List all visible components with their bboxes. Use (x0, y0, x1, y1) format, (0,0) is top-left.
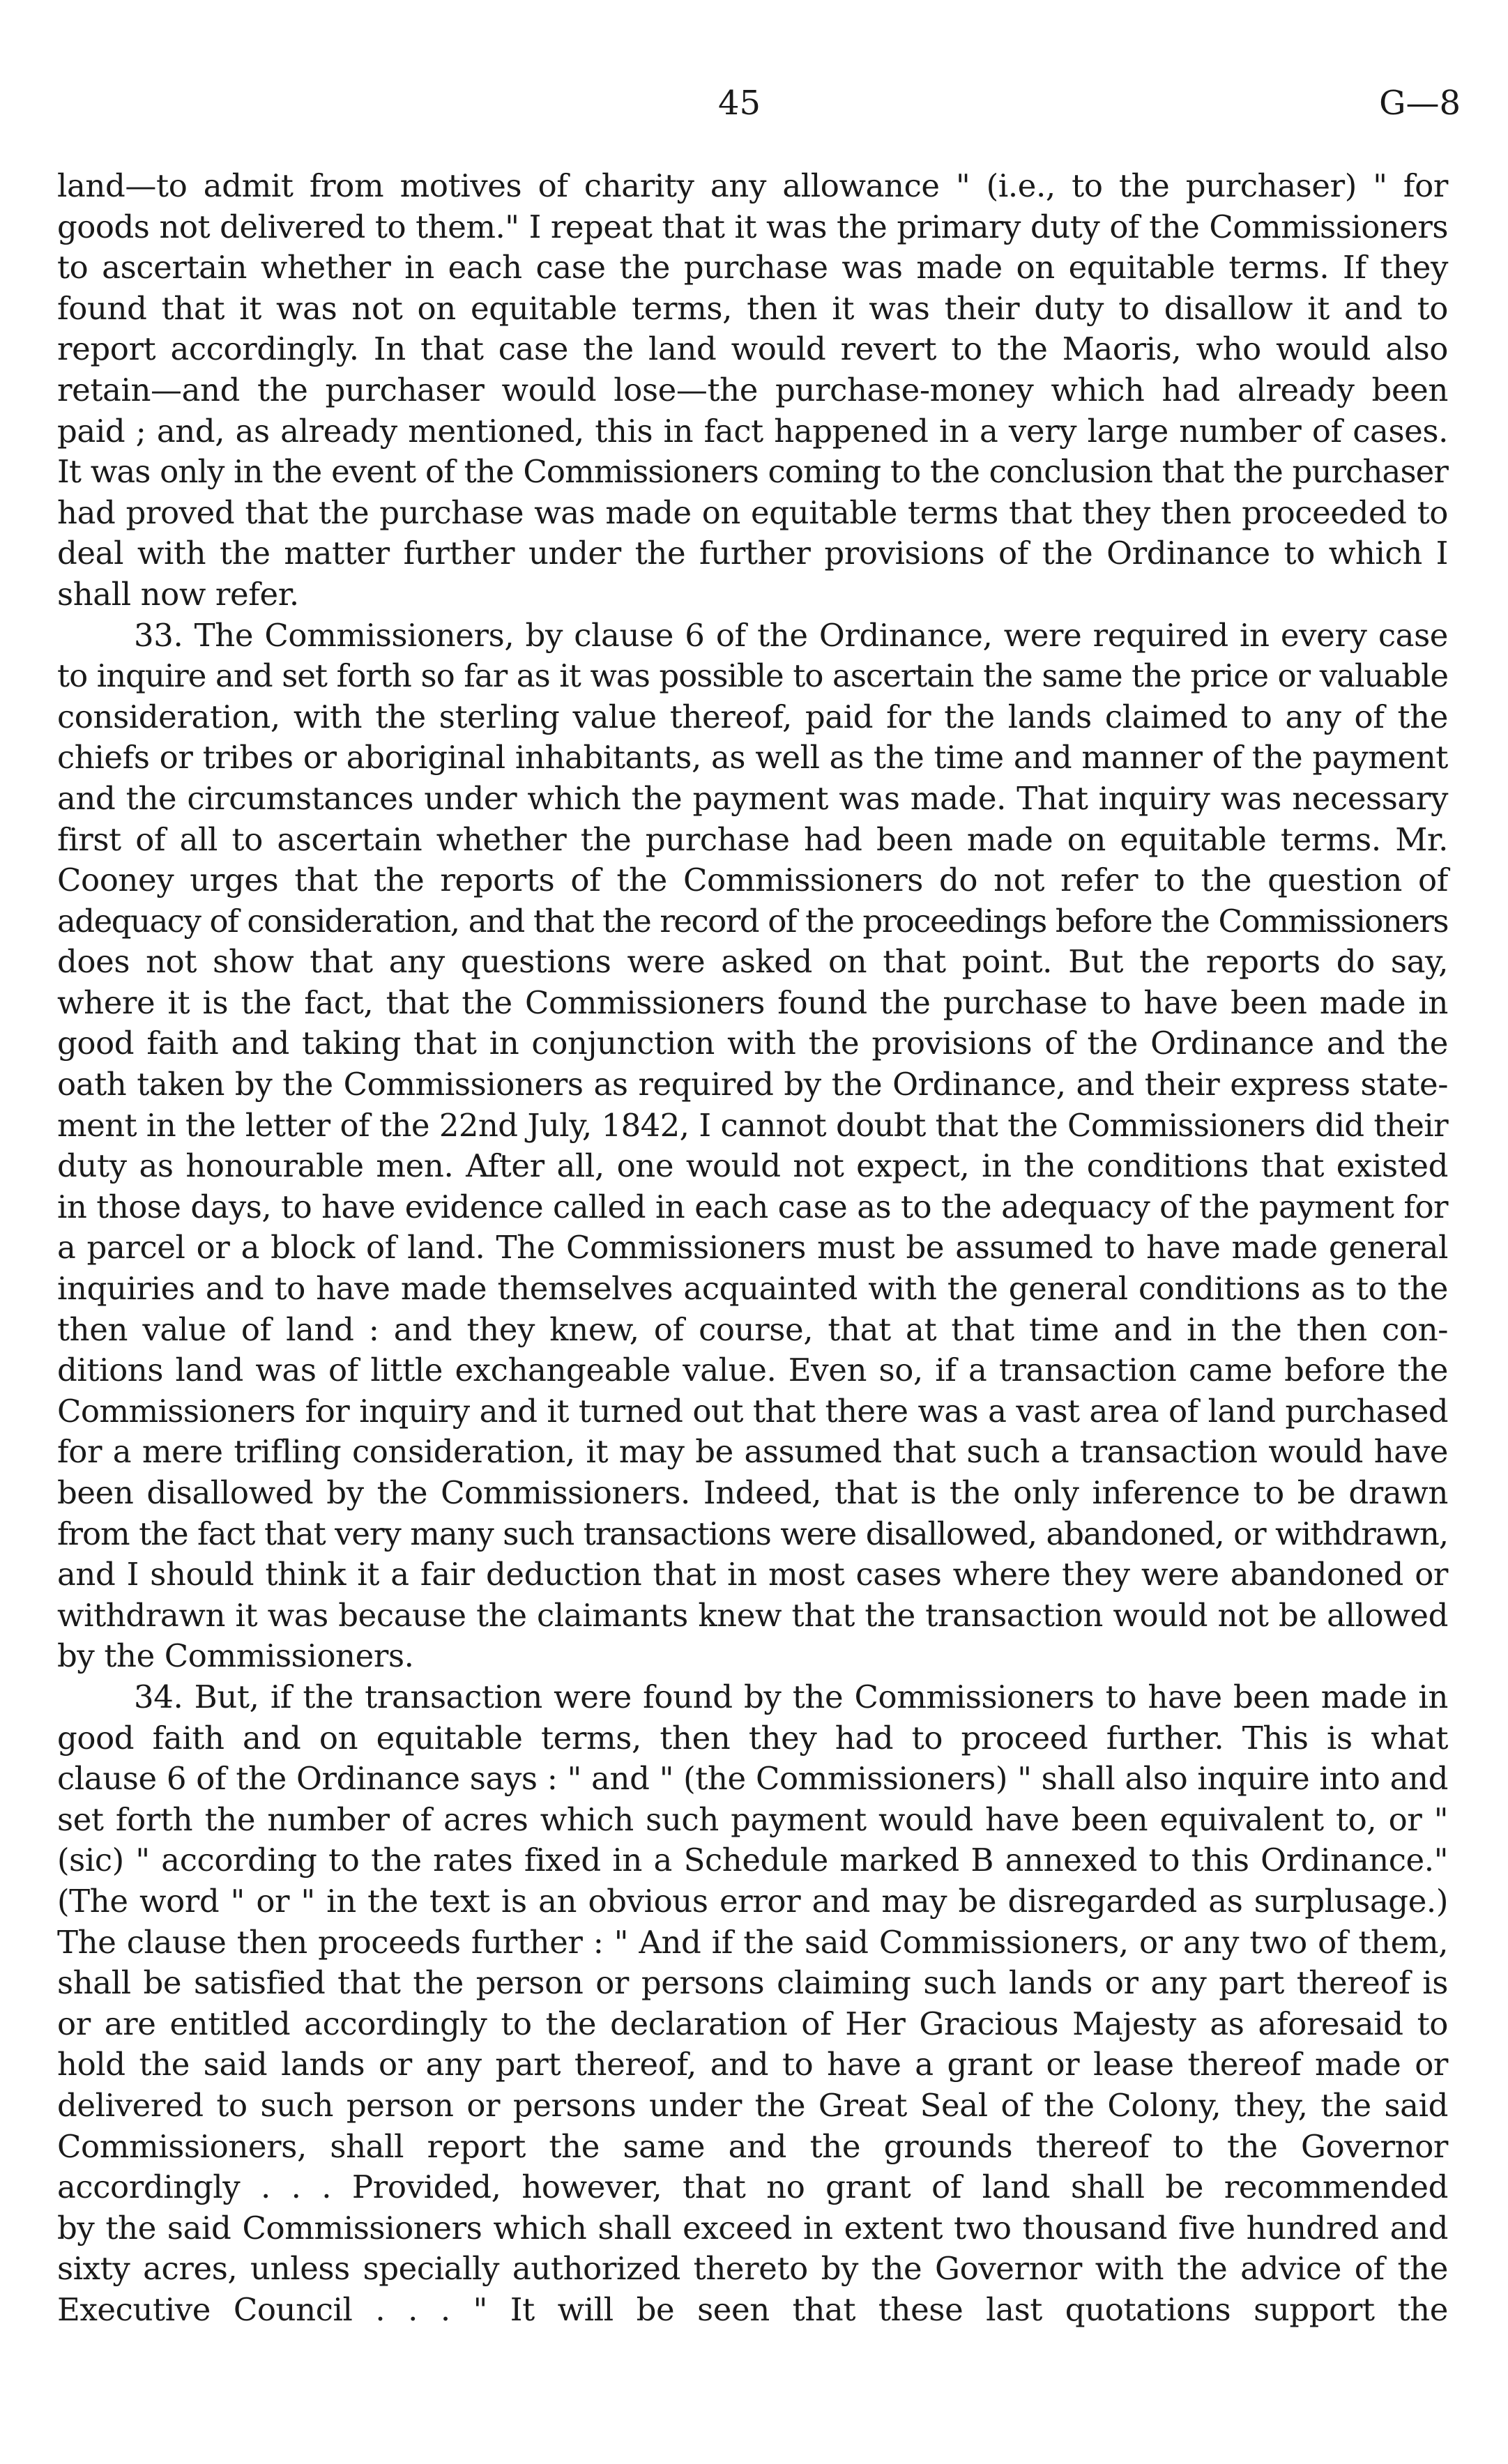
text-line: inquiries and to have made themselves acquainted with the general conditions as to the (57, 1270, 1448, 1308)
text-line: first of all to ascertain whether the purchase had been made on equitable terms. Mr. (57, 820, 1448, 858)
text-line: retain—and the purchaser would lose—the purchase-money which had already been (57, 371, 1448, 408)
text-line: set forth the number of acres which such payment would have been equivalent to, or " (57, 1800, 1448, 1838)
text-line: and the circumstances under which the payment was made. That inquiry was necessary (57, 779, 1448, 817)
text-line: delivered to such person or persons under the Great Seal of the Colony, they, the said (57, 2086, 1448, 2124)
text-line: from the fact that very many such transactions were disallowed, abandoned, or withdrawn, (57, 1515, 1448, 1552)
document-code: G—8 (1379, 84, 1461, 123)
text-line: oath taken by the Commissioners as required by the Ordinance, and their express state- (57, 1066, 1448, 1103)
text-line: good faith and on equitable terms, then they had to proceed further. This is what (57, 1719, 1448, 1757)
text-line: shall be satisfied that the person or persons claiming such lands or any part thereof is (57, 1964, 1448, 2002)
text-line: to inquire and set forth so far as it was possible to ascertain the same the price or valuable (57, 657, 1448, 695)
text-line: It was only in the event of the Commissioners coming to the conclusion that the purchaser (57, 453, 1448, 491)
text-line: a parcel or a block of land. The Commissioners must be assumed to have made general (57, 1229, 1448, 1267)
text-line: good faith and taking that in conjunction with the provisions of the Ordinance and the (57, 1025, 1448, 1062)
text-line: Commissioners, shall report the same and the grounds thereof to the Governor (57, 2127, 1448, 2165)
text-line: hold the said lands or any part thereof, and to have a grant or lease thereof made or (57, 2046, 1448, 2083)
text-line: been disallowed by the Commissioners. Indeed, that is the only inference to be drawn (57, 1474, 1448, 1511)
text-line: goods not delivered to them." I repeat that it was the primary duty of the Commissioners (57, 208, 1448, 245)
text-line: sixty acres, unless specially authorized thereto by the Governor with the advice of the (57, 2250, 1448, 2288)
text-line: and I should think it a fair deduction that in most cases where they were abandoned or (57, 1556, 1448, 1593)
text-line: in those days, to have evidence called in each case as to the adequacy of the payment for (57, 1188, 1448, 1225)
text-line: report accordingly. In that case the land would revert to the Maoris, who would also (57, 330, 1448, 368)
text-line: accordingly . . . Provided, however, that no grant of land shall be recommended (57, 2168, 1448, 2206)
text-line: The clause then proceeds further : " And if the said Commissioners, or any two of them, (57, 1923, 1448, 1961)
text-line: had proved that the purchase was made on equitable terms that they then proceeded to (57, 493, 1448, 531)
text-line: duty as honourable men. After all, one would not expect, in the conditions that existed (57, 1147, 1448, 1185)
text-line: shall now refer. (57, 575, 299, 613)
text-line: Cooney urges that the reports of the Commissioners do not refer to the question of (57, 862, 1448, 899)
text-line: by the said Commissioners which shall exceed in extent two thousand five hundred and (57, 2209, 1448, 2247)
text-line: 34. But, if the transaction were found by the Commissioners to have been made in (134, 1678, 1448, 1715)
text-line: chiefs or tribes or aboriginal inhabitants, as well as the time and manner of the payment (57, 739, 1448, 776)
text-line: withdrawn it was because the claimants knew that the transaction would not be allowed (57, 1596, 1448, 1634)
body-text (57, 166, 1448, 2330)
text-line: found that it was not on equitable terms, then it was their duty to disallow it and to (57, 289, 1448, 327)
text-line: clause 6 of the Ordinance says : " and " (the Commissioners) " shall also inquire into and (57, 1760, 1448, 1798)
page-header (0, 82, 1508, 124)
text-line: for a mere trifling consideration, it may be assumed that such a transaction would have (57, 1433, 1448, 1471)
page-number: 45 (718, 84, 761, 123)
text-line: ment in the letter of the 22nd July, 1842, I cannot doubt that the Commissioners did their (57, 1106, 1448, 1144)
text-line: by the Commissioners. (57, 1637, 414, 1675)
paragraph-34 (57, 1677, 1448, 2331)
text-line: deal with the matter further under the further provisions of the Ordinance to which I (57, 535, 1448, 572)
paragraph-32-continuation (57, 166, 1448, 615)
text-line: or are entitled accordingly to the declaration of Her Gracious Majesty as aforesaid to (57, 2005, 1448, 2042)
text-line: (The word " or " in the text is an obvious error and may be disregarded as surplusage.) (57, 1882, 1448, 1920)
text-line: paid ; and, as already mentioned, this in fact happened in a very large number of cases. (57, 412, 1448, 450)
text-line: Commissioners for inquiry and it turned out that there was a vast area of land purchased (57, 1392, 1448, 1430)
text-line: to ascertain whether in each case the purchase was made on equitable terms. If they (57, 249, 1448, 286)
text-line: 33. The Commissioners, by clause 6 of the Ordinance, were required in every case (134, 616, 1448, 654)
text-line: does not show that any questions were asked on that point. But the reports do say, (57, 943, 1448, 981)
paragraph-33 (57, 615, 1448, 1677)
text-line: then value of land : and they knew, of course, that at that time and in the then con- (57, 1310, 1448, 1348)
text-line: (sic) " according to the rates fixed in a Schedule marked B annexed to this Ordinance." (57, 1842, 1448, 1879)
text-line: land—to admit from motives of charity any allowance " (i.e., to the purchaser) " for (57, 167, 1448, 204)
text-line: adequacy of consideration, and that the record of the proceedings before the Commissioners (57, 902, 1448, 940)
text-line: where it is the fact, that the Commissioners found the purchase to have been made in (57, 984, 1448, 1021)
text-line: Executive Council . . . " It will be seen that these last quotations support the (57, 2290, 1448, 2328)
text-line: ditions land was of little exchangeable value. Even so, if a transaction came before the (57, 1352, 1448, 1389)
text-line: consideration, with the sterling value thereof, paid for the lands claimed to any of the (57, 698, 1448, 735)
